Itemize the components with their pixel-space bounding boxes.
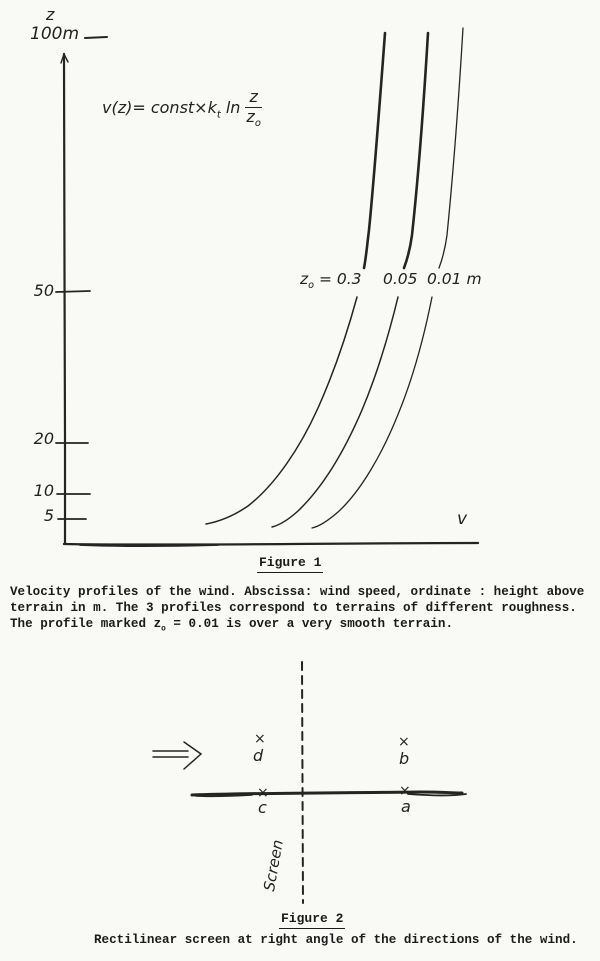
formula-lhs: v(z)= const×k	[102, 98, 217, 118]
y-tick-label-50: 50	[33, 281, 54, 300]
tick-100m	[85, 37, 107, 38]
formula-k-subscript: t	[216, 109, 221, 121]
caption-line3-text: The profile marked z	[10, 617, 162, 631]
y-tick-label-20: 20	[33, 429, 54, 448]
curve-label-z0-0.05: 0.05	[383, 270, 418, 288]
formula-fraction	[245, 89, 261, 129]
curve-label-z: z	[300, 270, 309, 288]
figure1-caption	[10, 584, 584, 638]
curve-z0-0.3-lower	[206, 297, 357, 524]
v-axis-line	[64, 543, 478, 545]
z-axis-label: z	[46, 5, 55, 24]
wind-profile-formula	[102, 89, 262, 129]
figure1-caption-line3	[10, 616, 584, 638]
curve-label-z-sub: o	[308, 280, 315, 292]
point-label-a: a	[401, 797, 411, 816]
curve-z0-0.05-upper	[404, 33, 428, 268]
z-axis-line	[64, 54, 65, 543]
fraction-numerator: z	[245, 89, 261, 108]
caption-line3-text-end: = 0.01 is over a very smooth terrain.	[165, 617, 454, 631]
y-tick-label-100m: 100m	[30, 24, 80, 44]
v-axis-label: v	[457, 509, 468, 529]
fraction-denominator-sub: o	[254, 118, 261, 130]
point-label-c: c	[258, 798, 267, 817]
figure1-caption-line2: terrain in m. The 3 profiles correspond to terrains of different roughness.	[10, 601, 577, 615]
curve-z0-0.01-lower	[312, 297, 432, 528]
curve-z0-0.05-lower	[272, 297, 398, 527]
formula-ln: ln	[225, 98, 241, 118]
tick-50	[56, 291, 90, 292]
curve-label-z0-0.3	[300, 272, 362, 291]
figure2-title: Figure 2	[279, 911, 345, 929]
point-marker-d: ×	[254, 731, 266, 747]
wind-arrow-head	[184, 742, 201, 769]
point-marker-b: ×	[398, 734, 410, 750]
curve-label-value: = 0.3	[314, 270, 362, 288]
point-marker-a: ×	[399, 783, 411, 799]
screen-dashed-line	[302, 662, 303, 903]
curve-label-z0-0.01: 0.01 m	[427, 270, 482, 288]
y-tick-label-10: 10	[33, 481, 54, 500]
figure1-title: Figure 1	[257, 555, 323, 573]
screen-label: Screen	[260, 838, 287, 893]
figure2-caption: Rectilinear screen at right angle of the directions of the wind.	[94, 933, 578, 947]
y-tick-label-5: 5	[43, 506, 54, 525]
fraction-denominator-base: z	[246, 107, 255, 126]
point-label-b: b	[399, 749, 410, 768]
screen-baseline-overdraw-right	[408, 794, 466, 796]
point-marker-c: ×	[257, 785, 269, 801]
figure1-caption-line1: Velocity profiles of the wind. Abscissa: wind speed, ordinate : height above	[10, 585, 585, 599]
wind-arrow-shaft	[153, 751, 188, 757]
caption-line3-sub: o	[161, 624, 166, 634]
fraction-denominator	[245, 108, 261, 129]
curve-z0-0.3-upper	[364, 33, 385, 268]
point-label-d: d	[253, 746, 264, 765]
curve-z0-0.01-upper	[439, 28, 463, 268]
